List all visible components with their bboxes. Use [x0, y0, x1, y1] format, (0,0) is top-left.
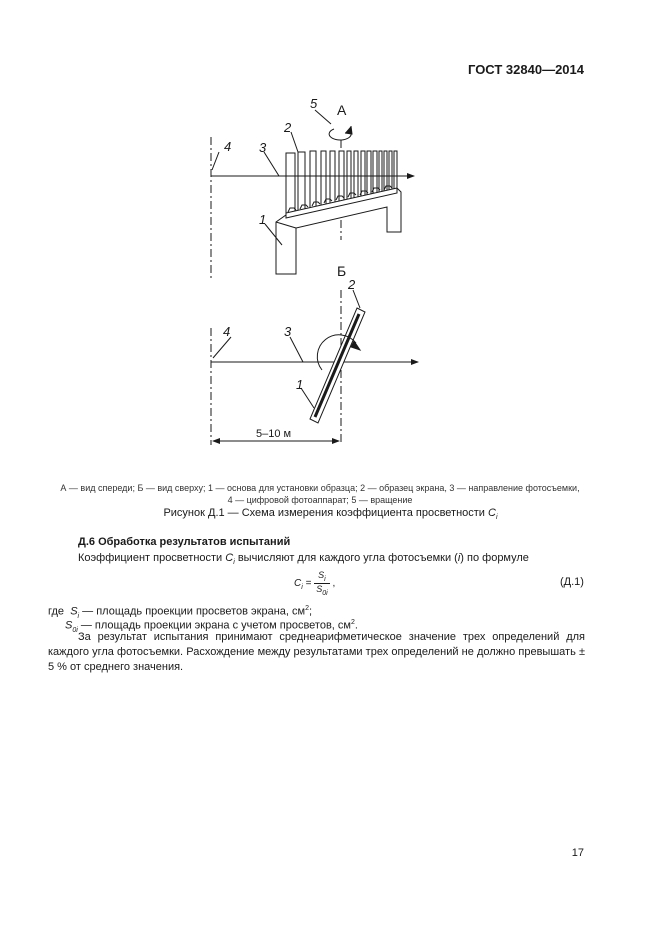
legend-line-2: 4 — цифровой фотоаппарат; 5 — вращение — [227, 495, 413, 505]
formula: $C_i$ = $\frac{S_i}{S_{0i}}$ , — [294, 570, 336, 597]
equation-number: (Д.1) — [560, 576, 584, 588]
section-title: Д.6 Обработка результатов испытаний — [78, 536, 291, 548]
where-line-2: $S_{0i}$ — площадь проекции экрана с учетом просветов, $см^2$. — [65, 619, 358, 634]
view-b-label: Б — [337, 263, 347, 279]
figure-caption: Рисунок Д.1 — Схема измерения коэффициента просветности $C_i$ — [163, 507, 498, 522]
distance-label: 5–10 м — [256, 428, 292, 440]
label-1a: 1 — [259, 212, 267, 227]
label-1b: 1 — [296, 377, 304, 392]
where-line-1: где $S_i$ — площадь проекции просветов экрана, $см^2$; — [48, 605, 313, 620]
fraction: $\frac{S_i}{S_{0i}}$ — [316, 570, 328, 597]
label-3a: 3 — [259, 140, 267, 155]
label-4b: 4 — [223, 324, 231, 339]
label-2b: 2 — [348, 277, 356, 292]
figure-legend — [55, 482, 585, 506]
label-4a: 4 — [224, 139, 232, 154]
paragraph-1: Коэффициент просветности $C_i$ вычисляют для каждого угла фотосъемки (i) по формуле — [78, 552, 529, 567]
label-2a: 2 — [284, 120, 292, 135]
page-number: 17 — [571, 847, 584, 859]
document-header: ГОСТ 32840—2014 — [468, 62, 584, 77]
label-5: 5 — [310, 96, 318, 111]
legend-line-1: А — вид спереди; Б — вид сверху; 1 — основа для установки образца; 2 — образец экрана, 3 — направление фотосъемки, — [60, 483, 580, 493]
view-a-label: А — [337, 102, 347, 118]
label-3b: 3 — [284, 324, 292, 339]
paragraph-2: За результат испытания принимают среднеарифметическое значение трех определений для каждого угла фотосъемки. Расхождение между результатами трех определений не должно превышать ± 5 % от среднего значения. — [48, 631, 585, 673]
